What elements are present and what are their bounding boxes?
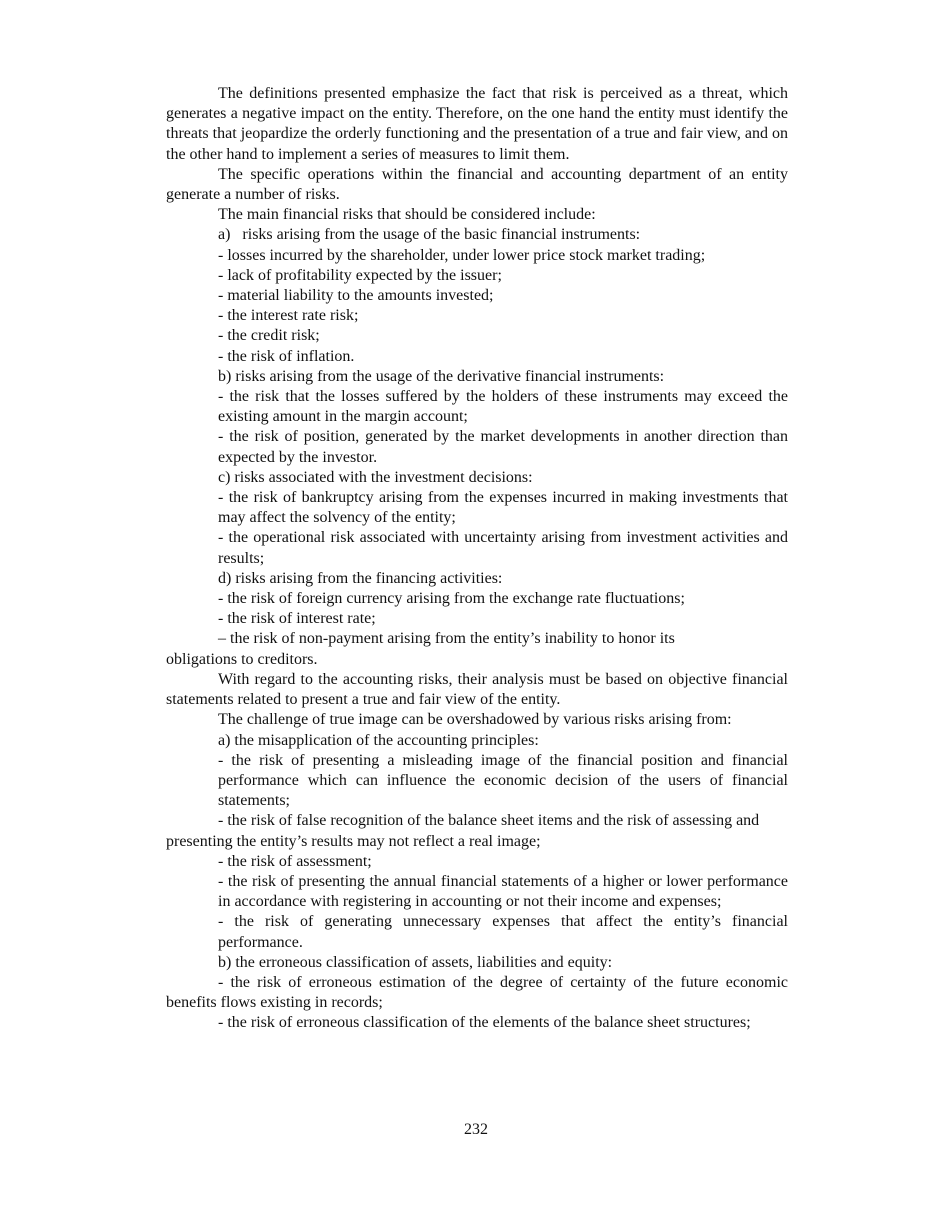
list-subheading: b) risks arising from the usage of the derivative financial instruments: (218, 367, 665, 385)
paragraph: With regard to the accounting risks, their analysis must be based on objective financial statements related to present a true and fair view of the entity. (166, 670, 788, 709)
list-subheading: a) the misapplication of the accounting principles: (218, 731, 539, 749)
list-item: - lack of profitability expected by the issuer; (218, 266, 502, 284)
list-item: - the credit risk; (218, 327, 320, 345)
list-item: - the risk of erroneous classification of the elements of the balance sheet structures; (218, 1014, 751, 1032)
list-item: - the risk of generating unnecessary expenses that affect the entity’s financial performance. (218, 913, 788, 951)
list-heading: The main financial risks that should be considered include: (218, 206, 596, 224)
list-item: - the risk of foreign currency arising from the exchange rate fluctuations; (218, 590, 685, 608)
page-number: 232 (464, 1121, 488, 1138)
list-item: - the risk of interest rate; (218, 610, 376, 628)
list-subheading: c) risks associated with the investment decisions: (218, 468, 533, 486)
list-item: - the risk of bankruptcy arising from the expenses incurred in making investments that may affect the solvency of the entity; (218, 489, 788, 527)
list-item: - the risk that the losses suffered by the holders of these instruments may exceed the existing amount in the margin account; (218, 388, 788, 426)
list-subheading: d) risks arising from the financing activities: (218, 569, 503, 587)
paragraph-intro: The definitions presented emphasize the fact that risk is perceived as a threat, which generates a negative impact on the entity. Therefore, on the one hand the entity must identify the threats that jeopardize the orderly functioning and the presentation of a true and fair view, and on the other hand to implement a series of measures to limit them. (166, 85, 788, 163)
list-subheading: a) risks arising from the usage of the basic financial instruments: (218, 226, 641, 244)
document-body (166, 84, 788, 1034)
list-item: - the risk of assessment; (218, 852, 372, 870)
list-item: - material liability to the amounts invested; (218, 287, 494, 305)
list-item: – the risk of non-payment arising from the entity’s inability to honor its obligations to creditors. (166, 630, 675, 668)
list-heading: The challenge of true image can be overshadowed by various risks arising from: (218, 711, 732, 729)
list-item: - the risk of position, generated by the market developments in another direction than expected by the investor. (218, 428, 788, 466)
list-item: - the risk of presenting the annual financial statements of a higher or lower performance in accordance with registering in accounting or not their income and expenses; (218, 872, 788, 911)
paragraph: The specific operations within the financial and accounting department of an entity generate a number of risks. (166, 165, 788, 204)
list-item: - the risk of erroneous estimation of the degree of certainty of the future economic benefits flows existing in records; (166, 973, 788, 1012)
list-subheading: b) the erroneous classification of assets, liabilities and equity: (218, 953, 613, 971)
list-item: - the risk of inflation. (218, 347, 355, 365)
list-item: - the risk of false recognition of the balance sheet items and the risk of assessing and (218, 812, 760, 830)
list-item-continuation: presenting the entity’s results may not reflect a real image; (166, 832, 541, 850)
list-item: - the operational risk associated with uncertainty arising from investment activities and results; (218, 529, 788, 567)
list-item: - losses incurred by the shareholder, under lower price stock market trading; (218, 246, 706, 264)
list-item: - the risk of presenting a misleading image of the financial position and financial performance which can influence the economic decision of the users of financial statements; (218, 751, 788, 810)
list-item: - the interest rate risk; (218, 307, 359, 325)
